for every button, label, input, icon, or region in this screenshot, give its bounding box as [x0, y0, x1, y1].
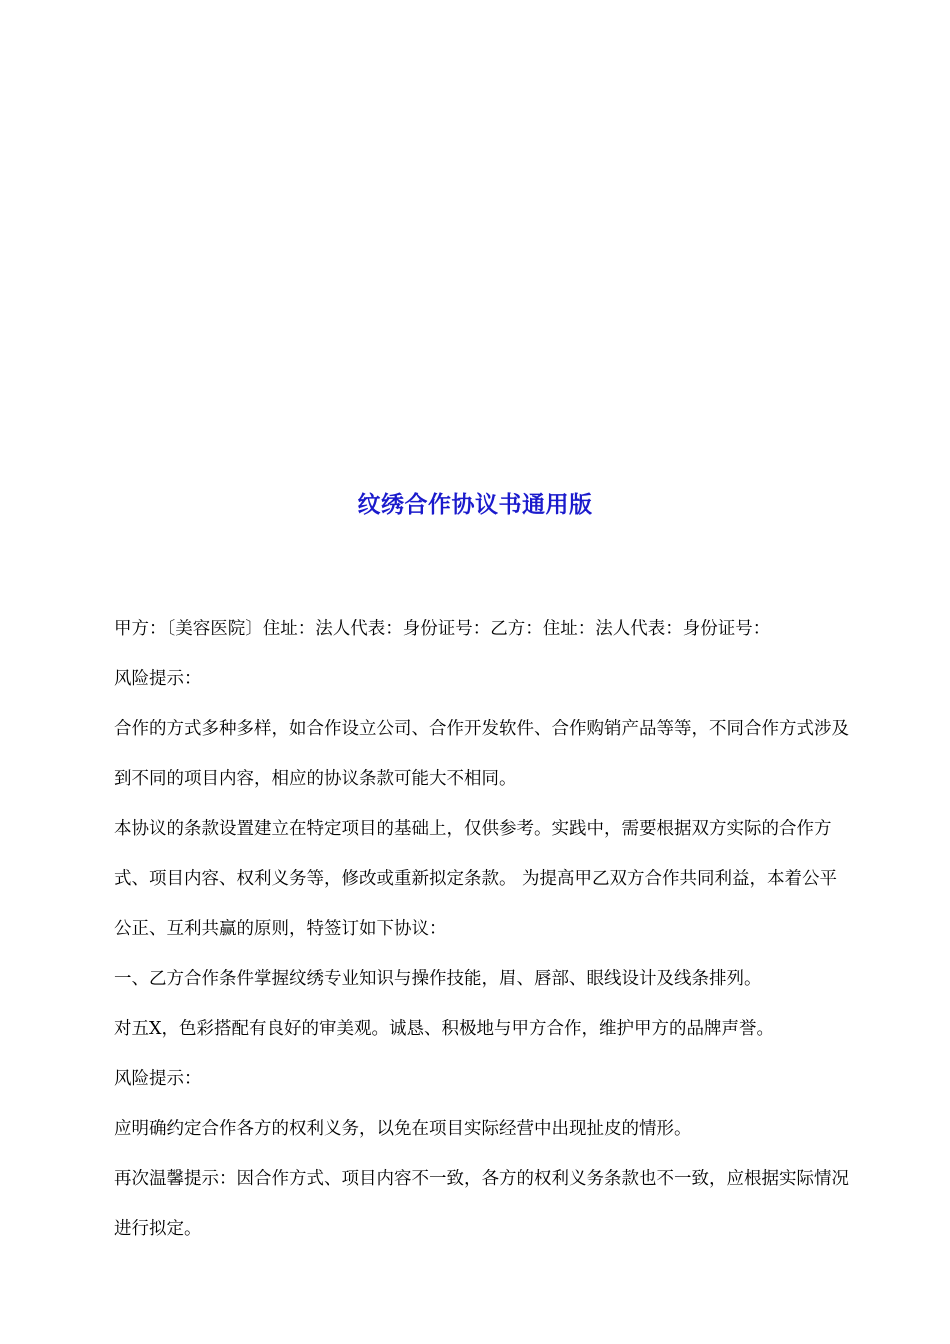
paragraph-risk-heading: 风险提示： — [114, 669, 202, 689]
paragraph-cooperation-methods: 合作的方式多种多样，如合作设立公司、合作开发软件、合作购销产品等等，不同合作方式涉及到不同的项目内容，相应的协议条款可能大不相同。 — [114, 719, 849, 789]
paragraph-terms-reference: 本协议的条款设置建立在特定项目的基础上，仅供参考。实践中，需要根据双方实际的合作方式、项目内容、权利义务等，修改或重新拟定条款。 为提高甲乙双方合作共同利益，本着公平公正、互利共赢的原则，特签订如下协议： — [114, 819, 838, 939]
paragraph-clause-one-cont: 对五X，色彩搭配有良好的审美观。诚恳、积极地与甲方合作，维护甲方的品牌声誉。 — [114, 1019, 774, 1039]
paragraph-reminder: 再次温馨提示：因合作方式、项目内容不一致，各方的权利义务条款也不一致，应根据实际情况进行拟定。 — [114, 1169, 849, 1239]
document-title: 纹绣合作协议书通用版 — [357, 492, 593, 518]
document-body — [114, 604, 854, 1254]
paragraph-risk-heading-2: 风险提示： — [114, 1069, 202, 1089]
paragraph-rights-obligations: 应明确约定合作各方的权利义务，以免在项目实际经营中出现扯皮的情形。 — [114, 1119, 692, 1139]
paragraph-clause-one: 一、乙方合作条件掌握纹绣专业知识与操作技能，眉、唇部、眼线设计及线条排列。 — [114, 969, 762, 989]
paragraph-parties: 甲方：〔美容医院〕住址：法人代表：身份证号：乙方：住址：法人代表：身份证号： — [114, 619, 771, 639]
